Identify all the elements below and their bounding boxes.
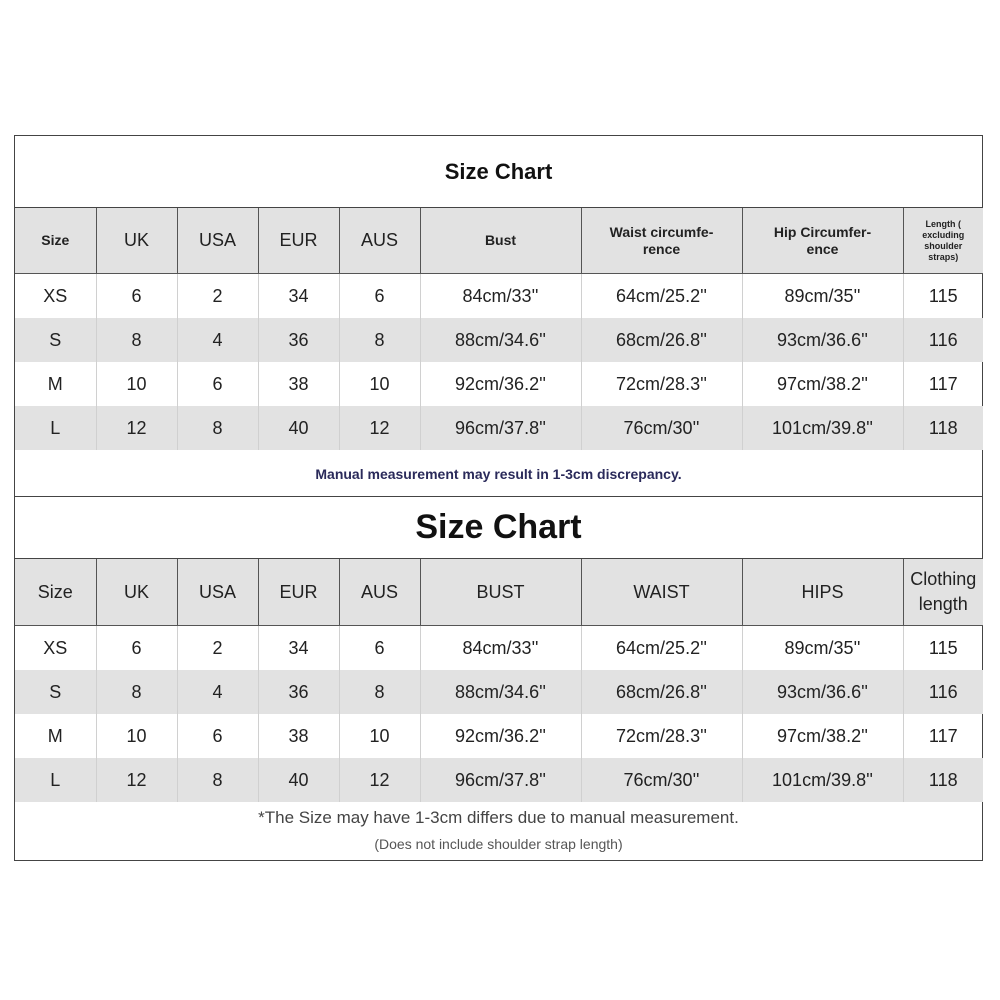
table-row [15, 670, 983, 714]
header-cell: Size [15, 208, 96, 274]
table-row [15, 626, 983, 671]
header-cell: Size [15, 559, 96, 626]
table-cell: 10 [96, 714, 177, 758]
table-cell: 8 [96, 670, 177, 714]
table-row [15, 274, 983, 319]
table-cell: 64cm/25.2'' [581, 626, 742, 671]
table-cell: 12 [96, 758, 177, 802]
header-cell: UK [96, 559, 177, 626]
chart1-table [15, 208, 983, 450]
table-cell: 6 [339, 626, 420, 671]
chart2-notes [15, 804, 982, 852]
table-cell: 2 [177, 274, 258, 319]
table-cell: 88cm/34.6'' [420, 318, 581, 362]
table-cell: 89cm/35'' [742, 274, 903, 319]
chart1-title-row [15, 136, 982, 208]
table-cell: 12 [96, 406, 177, 450]
table-cell: 4 [177, 670, 258, 714]
header-cell: HIPS [742, 559, 903, 626]
table-cell: 76cm/30'' [581, 406, 742, 450]
table-cell: 38 [258, 362, 339, 406]
header-cell: USA [177, 559, 258, 626]
table-cell: 97cm/38.2'' [742, 362, 903, 406]
table-cell: 6 [339, 274, 420, 319]
table-cell: XS [15, 626, 96, 671]
table-cell: L [15, 758, 96, 802]
chart2-note: *The Size may have 1-3cm differs due to manual measurement. [258, 808, 739, 827]
header-cell: Length ( excluding shoulder straps) [903, 208, 983, 274]
table-cell: 68cm/26.8'' [581, 318, 742, 362]
table-row [15, 758, 983, 802]
header-cell: Waist circumfe- rence [581, 208, 742, 274]
chart2-table-wrap [15, 559, 982, 802]
table-cell: XS [15, 274, 96, 319]
header-cell: AUS [339, 559, 420, 626]
table-cell: 116 [903, 318, 983, 362]
table-cell: 96cm/37.8'' [420, 406, 581, 450]
table-cell: 34 [258, 626, 339, 671]
table-row [15, 318, 983, 362]
table-cell: 92cm/36.2'' [420, 362, 581, 406]
table-cell: 36 [258, 318, 339, 362]
table-cell: 76cm/30'' [581, 758, 742, 802]
table-cell: 118 [903, 406, 983, 450]
chart2-table [15, 559, 983, 802]
table-cell: 6 [177, 714, 258, 758]
table-cell: 10 [339, 362, 420, 406]
header-cell: WAIST [581, 559, 742, 626]
table-cell: 2 [177, 626, 258, 671]
table-cell: L [15, 406, 96, 450]
header-cell: Bust [420, 208, 581, 274]
table-cell: 6 [96, 626, 177, 671]
table-cell: 101cm/39.8'' [742, 406, 903, 450]
table-cell: 118 [903, 758, 983, 802]
table-cell: 72cm/28.3'' [581, 714, 742, 758]
table-row [15, 406, 983, 450]
chart2-title: Size Chart [415, 508, 582, 546]
table-cell: 101cm/39.8'' [742, 758, 903, 802]
table-cell: 115 [928, 637, 958, 658]
table-row [15, 362, 983, 406]
chart1-table-wrap [15, 208, 982, 450]
table-cell: 10 [96, 362, 177, 406]
table-cell: 6 [177, 362, 258, 406]
table-cell: M [15, 714, 96, 758]
header-cell: Clothing length [903, 559, 983, 626]
header-cell: UK [96, 208, 177, 274]
table-cell: 89cm/35'' [742, 626, 903, 671]
chart2-subnote: (Does not include shoulder strap length) [374, 836, 623, 852]
table-cell: 38 [258, 714, 339, 758]
table-cell: 84cm/33'' [420, 626, 581, 671]
header-cell: EUR [258, 208, 339, 274]
table-cell: 40 [258, 406, 339, 450]
table-cell: 97cm/38.2'' [742, 714, 903, 758]
table-row [15, 714, 983, 758]
table-cell: 96cm/37.8'' [420, 758, 581, 802]
table-cell: S [15, 318, 96, 362]
table-cell: S [15, 670, 96, 714]
table-cell: 8 [177, 758, 258, 802]
header-cell: AUS [339, 208, 420, 274]
table-cell: 8 [96, 318, 177, 362]
table-cell: 36 [258, 670, 339, 714]
table-cell: 116 [903, 670, 983, 714]
table-cell: 12 [339, 758, 420, 802]
table-cell: 10 [339, 714, 420, 758]
table-cell: 84cm/33'' [420, 274, 581, 319]
table-cell: 64cm/25.2'' [581, 274, 742, 319]
header-cell: BUST [420, 559, 581, 626]
table-cell: 117 [928, 373, 958, 394]
table-cell: 92cm/36.2'' [420, 714, 581, 758]
size-chart-frame [14, 135, 983, 861]
table-cell: 72cm/28.3'' [581, 362, 742, 406]
table-cell: 93cm/36.6'' [742, 670, 903, 714]
chart2-header-row [15, 559, 983, 626]
chart1-note: Manual measurement may result in 1-3cm discrepancy. [315, 466, 682, 482]
header-cell: Hip Circumfer- ence [742, 208, 903, 274]
table-cell: 8 [177, 406, 258, 450]
chart1-title: Size Chart [444, 158, 553, 184]
table-cell: M [15, 362, 96, 406]
table-cell: 68cm/26.8'' [581, 670, 742, 714]
table-cell: 93cm/36.6'' [742, 318, 903, 362]
table-cell: 34 [258, 274, 339, 319]
table-cell: 8 [339, 318, 420, 362]
table-cell: 8 [339, 670, 420, 714]
table-cell: 12 [339, 406, 420, 450]
table-cell: 88cm/34.6'' [420, 670, 581, 714]
chart1-header-row [15, 208, 983, 274]
table-cell: 40 [258, 758, 339, 802]
table-cell: 6 [96, 274, 177, 319]
header-cell: EUR [258, 559, 339, 626]
header-cell: USA [177, 208, 258, 274]
table-cell: 4 [177, 318, 258, 362]
table-cell: 115 [928, 285, 958, 306]
chart2-title-row [15, 496, 982, 559]
table-cell: 117 [928, 725, 958, 746]
